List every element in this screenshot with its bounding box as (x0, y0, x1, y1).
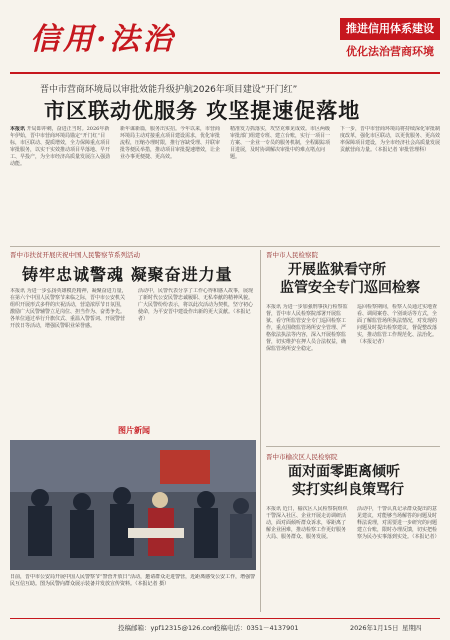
right-divider (266, 446, 440, 447)
photo-illustration (10, 440, 256, 570)
lead-byline: 本报讯 (10, 126, 26, 132)
lead-column-2: 新年谋新篇，服务出实招。今年以来，市营商环境局主动对接重点项目建设需求，优化审批流程，压缩办理时限，推行容缺受理、并联审批等便民举措，推动项目审批提速增效，让企业办事更便捷、更高效。 (120, 126, 220, 161)
footer-date: 2026年1月15日 (350, 624, 399, 632)
masthead-rule (10, 72, 440, 74)
footer-email (118, 623, 216, 632)
police-day-label: 晋中市扶贫开展庆祝中国人民警察节系列活动 (10, 251, 140, 259)
inspection-column-2: 巡回检察期间，检察人员通过实地查看、调阅案卷、个别谈话等方式，全面了解监管场所执法情况，对发现的问题及时提出检察建议，督促整改落实，推动监管工作规范化、法治化。（本报记者） (357, 304, 438, 345)
footer-phone (214, 623, 299, 632)
photo-caption: 日前，晋中市公安局开展中国人民警察节“警营开放日”活动，邀请群众走进警营，近距离感受公安工作，增强警民互信互助。图为民警向群众展示装备并发放宣传资料。（本报记者 摄） (10, 574, 256, 587)
photo-news (10, 424, 256, 610)
section-divider (10, 246, 440, 247)
footer-weekday: 星期四 (402, 624, 422, 632)
police-day-column-2: 活动中，民警代表分享了工作心得和感人故事，展现了新时代公安民警忠诚履职、无私奉献的精神风貌。广大民警纷纷表示，将以此次活动为契机，坚守初心使命，为平安晋中建设作出新的更大贡献。（本报记者） (138, 288, 254, 322)
yuci-column-2: 活动中，干警认真记录群众提出的意见建议，对能够当场解答的问题及时释法说理，对需要进一步研究的问题建立台账，限时办理反馈，切实把检察为民办实事落到实处。（本报记者） (357, 506, 440, 540)
footer-phone-label: 投稿电话： (214, 624, 247, 632)
lead-column-3: 精准发力抓落实，攻坚克难见成效。市区两级审批部门组建专班、建立台账，实行一项目一方案、一企业一专员的服务机制，全程跟踪项目进展，及时协调解决审批中的难点堵点问题。 (230, 126, 330, 161)
lead-kicker: 晋中市营商环境局以审批效能升级护航2026年项目建设“开门红” (40, 85, 298, 95)
police-day-headline: 铸牢忠诚警魂 凝聚奋进力量 (22, 265, 233, 284)
footer-email-value: ypf12315@126.com (150, 624, 217, 632)
footer-phone-value: 0351－4137901 (246, 624, 299, 632)
yuci-column-1: 本报讯 近日，榆次区人民检察院组织干警深入社区、企业开展走访调研活动，面对面倾听群众诉求，零距离了解企业困难，推动检察工作更好服务大局、服务群众、服务发展。 (266, 506, 348, 540)
photo-news-tag: 图片新闻 (118, 426, 150, 435)
lead-article (10, 126, 440, 244)
yuci-headline-2: 实打实纠良策骂行 (292, 482, 404, 498)
inspection-column-1: 本报讯 为进一步加强刑事执行检察监督，晋中市人民检察院部署开展监狱、看守所监管安全专门巡回检察工作，重点围绕监管场所安全管理、严格依法执法等内容，深入开展检察监督，切实维护在押人员合法权益，确保监管场所安全稳定。 (266, 304, 348, 352)
yuci-article (266, 448, 440, 614)
lead-headline: 市区联动优服务 攻坚提速促落地 (44, 98, 361, 123)
yuci-label: 晋中市榆次区人民检察院 (266, 453, 338, 461)
footer-bar (10, 618, 440, 633)
lead-column-4: 下一步，晋中市营商环境局将持续深化审批制度改革，强化市区联动，以更优服务、更高效率保障项目建设，为全市经济社会高质量发展贡献营商力量。（本报记者 审批管理科） (340, 126, 440, 154)
footer-email-label: 投稿邮箱： (118, 624, 151, 632)
inspection-headline-2: 监管安全专门巡回检察 (280, 280, 420, 296)
slogan-line-2: 优化法治营商环境 (346, 45, 434, 58)
masthead-slogan (256, 18, 440, 64)
police-day-column-1: 本报讯 为进一步弘扬英雄模范精神，凝聚奋进力量，在第六个中国人民警察节来临之际，晋中市公安机关组织开展形式多样的庆祝活动，营造浓厚节日氛围，激励广大民警辅警立足岗位、担当作为、奋勇争先。各单位通过举行升旗仪式、重温入警誓词、开展警营开放日等活动，增强民警职业荣誉感。 (10, 288, 127, 329)
masthead (10, 6, 440, 68)
slogan-line-1: 推进信用体系建设 (340, 18, 440, 40)
inspection-label: 晋中市人民检察院 (266, 251, 318, 259)
inspection-article (266, 248, 440, 448)
masthead-title: 信用·法治 (30, 22, 176, 57)
inspection-body (266, 304, 440, 444)
lead-text-1: 开局即冲刺，奋进正当时。2026年新年伊始，晋中市营商环境局锚定“开门红”目标，市区联动、提质增效，全力保障重点项目审批服务，以实干实效推动项目早落地、早开工、早投产，为全市经济高质量发展注入强劲动能。 (10, 126, 110, 168)
lead-column-1 (10, 126, 110, 244)
column-divider (260, 250, 261, 612)
inspection-headline-1: 开展监狱看守所 (288, 262, 386, 278)
yuci-body (266, 506, 440, 612)
police-day-body (10, 288, 256, 424)
news-photo (10, 440, 256, 570)
yuci-headline-1: 面对面零距离倾听 (288, 464, 400, 480)
